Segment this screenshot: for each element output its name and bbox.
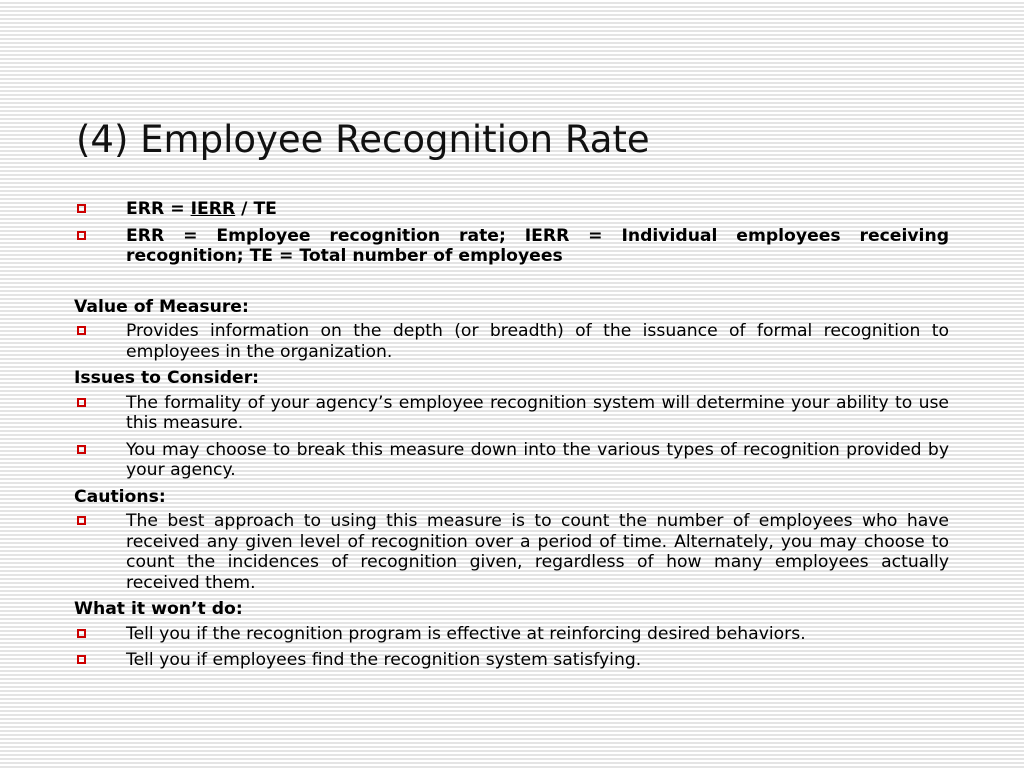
issues-item [74,440,949,481]
square-bullet-icon [77,629,86,638]
wont-item [74,624,949,645]
value-item-text: Provides information on the depth (or breadth) of the issuance of formal recognition to employees in the organization. [126,321,949,362]
square-bullet-icon [77,231,86,240]
cautions-heading: Cautions: [74,486,166,507]
wont-item [74,650,949,671]
value-heading: Value of Measure: [74,296,249,317]
definitions-text: ERR = Employee recognition rate; IERR = Individual employees receiving recognition; TE = Total number of employees [126,225,949,266]
issues-heading: Issues to Consider: [74,368,260,388]
slide-content [74,199,949,677]
square-bullet-icon [77,398,86,407]
square-bullet-icon [77,326,86,335]
square-bullet-icon [77,445,86,454]
issues-item-text: The formality of your agency’s employee recognition system will determine your ability to use this measure. [126,392,949,433]
wont-heading: What it won’t do: [74,599,243,619]
issues-item [74,393,949,434]
square-bullet-icon [77,204,86,213]
issues-item-text: You may choose to break this measure down into the various types of recognition provided by your agency. [126,439,949,480]
value-item [74,321,949,362]
cautions-item [74,511,949,593]
formula-rest: / TE [235,199,277,219]
square-bullet-icon [77,516,86,525]
formula-bullet [74,199,949,220]
formula-numerator: IERR [190,199,236,219]
wont-item-text: Tell you if the recognition program is effective at reinforcing desired behaviors. [126,623,806,644]
cautions-item-text: The best approach to using this measure is to count the number of employees who have received any given level of recognition over a period of time. Alternately, you may choose to count the incidences of recognition given, regardless of how many employees actually received them. [126,511,949,593]
definitions-bullet [74,226,949,267]
slide-title: (4) Employee Recognition Rate [76,118,650,161]
square-bullet-icon [77,655,86,664]
wont-item-text: Tell you if employees find the recognition system satisfying. [126,650,642,670]
formula-lhs: ERR = [126,199,191,219]
